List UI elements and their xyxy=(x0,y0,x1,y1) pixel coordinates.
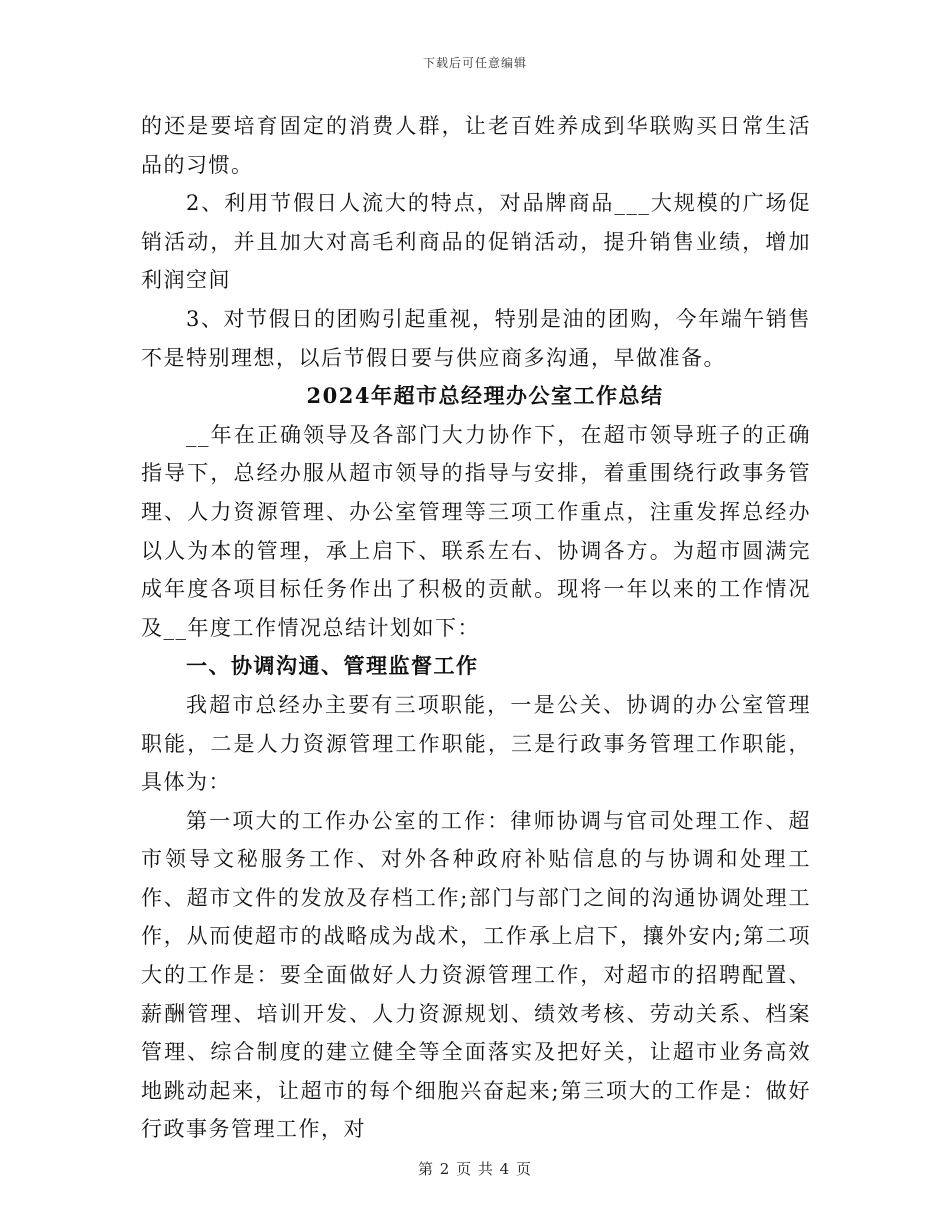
paragraph-functions: 我超市总经办主要有三项职能，一是公关、协调的办公室管理职能，二是人力资源管理工作职能，三是行政事务管理工作职能，具体为： xyxy=(141,692,811,795)
paragraph-details: 第一项大的工作办公室的工作：律师协调与官司处理工作、超市领导文秘服务工作、对外各种政府补贴信息的与协调和处理工作、超市文件的发放及存档工作;部门与部门之间的沟通协调处理工作，从而使超市的战略成为战术，工作承上启下，攘外安内;第二项大的工作是：要全面做好人力资源管理工作，对超市的招聘配置、薪酬管理、培训开发、人力资源规划、绩效考核、劳动关系、档案管理、综合制度的建立健全等全面落实及把好关，让超市业务高效地跳动起来，让超市的每个细胞兴奋起来;第三项大的工作是：做好行政事务管理工作，对 xyxy=(141,808,811,1142)
paragraph-item-3: 3、对节假日的团购引起重视，特别是油的团购，今年端午销售不是特别理想，以后节假日要与供应商多沟通，早做准备。 xyxy=(141,306,811,370)
header-note: 下载后可任意编辑 xyxy=(422,56,527,70)
page-indicator: 第 2 页 共 4 页 xyxy=(418,1160,532,1178)
section-heading-1: 一、协调沟通、管理监督工作 xyxy=(186,653,479,679)
document-title: 2024年超市总经理办公室工作总结 xyxy=(306,383,664,409)
paragraph-intro: __年在正确领导及各部门大力协作下，在超市领导班子的正确指导下，总经办服从超市领导的指导与安排，着重围绕行政事务管理、人力资源管理、办公室管理等三项工作重点，注重发挥总经办以人为本的管理，承上启下、联系左右、协调各方。为超市圆满完成年度各项目标任务作出了积极的贡献。现将一年以来的工作情况及__年度工作情况总结计划如下： xyxy=(141,422,811,640)
paragraph-item-2: 2、利用节假日人流大的特点，对品牌商品___大规模的广场促销活动，并且加大对高毛利商品的促销活动，提升销售业绩，增加利润空间 xyxy=(141,191,811,293)
paragraph-continuation: 的还是要培育固定的消费人群，让老百姓养成到华联购买日常生活品的习惯。 xyxy=(141,114,811,177)
document-body xyxy=(141,107,811,1149)
